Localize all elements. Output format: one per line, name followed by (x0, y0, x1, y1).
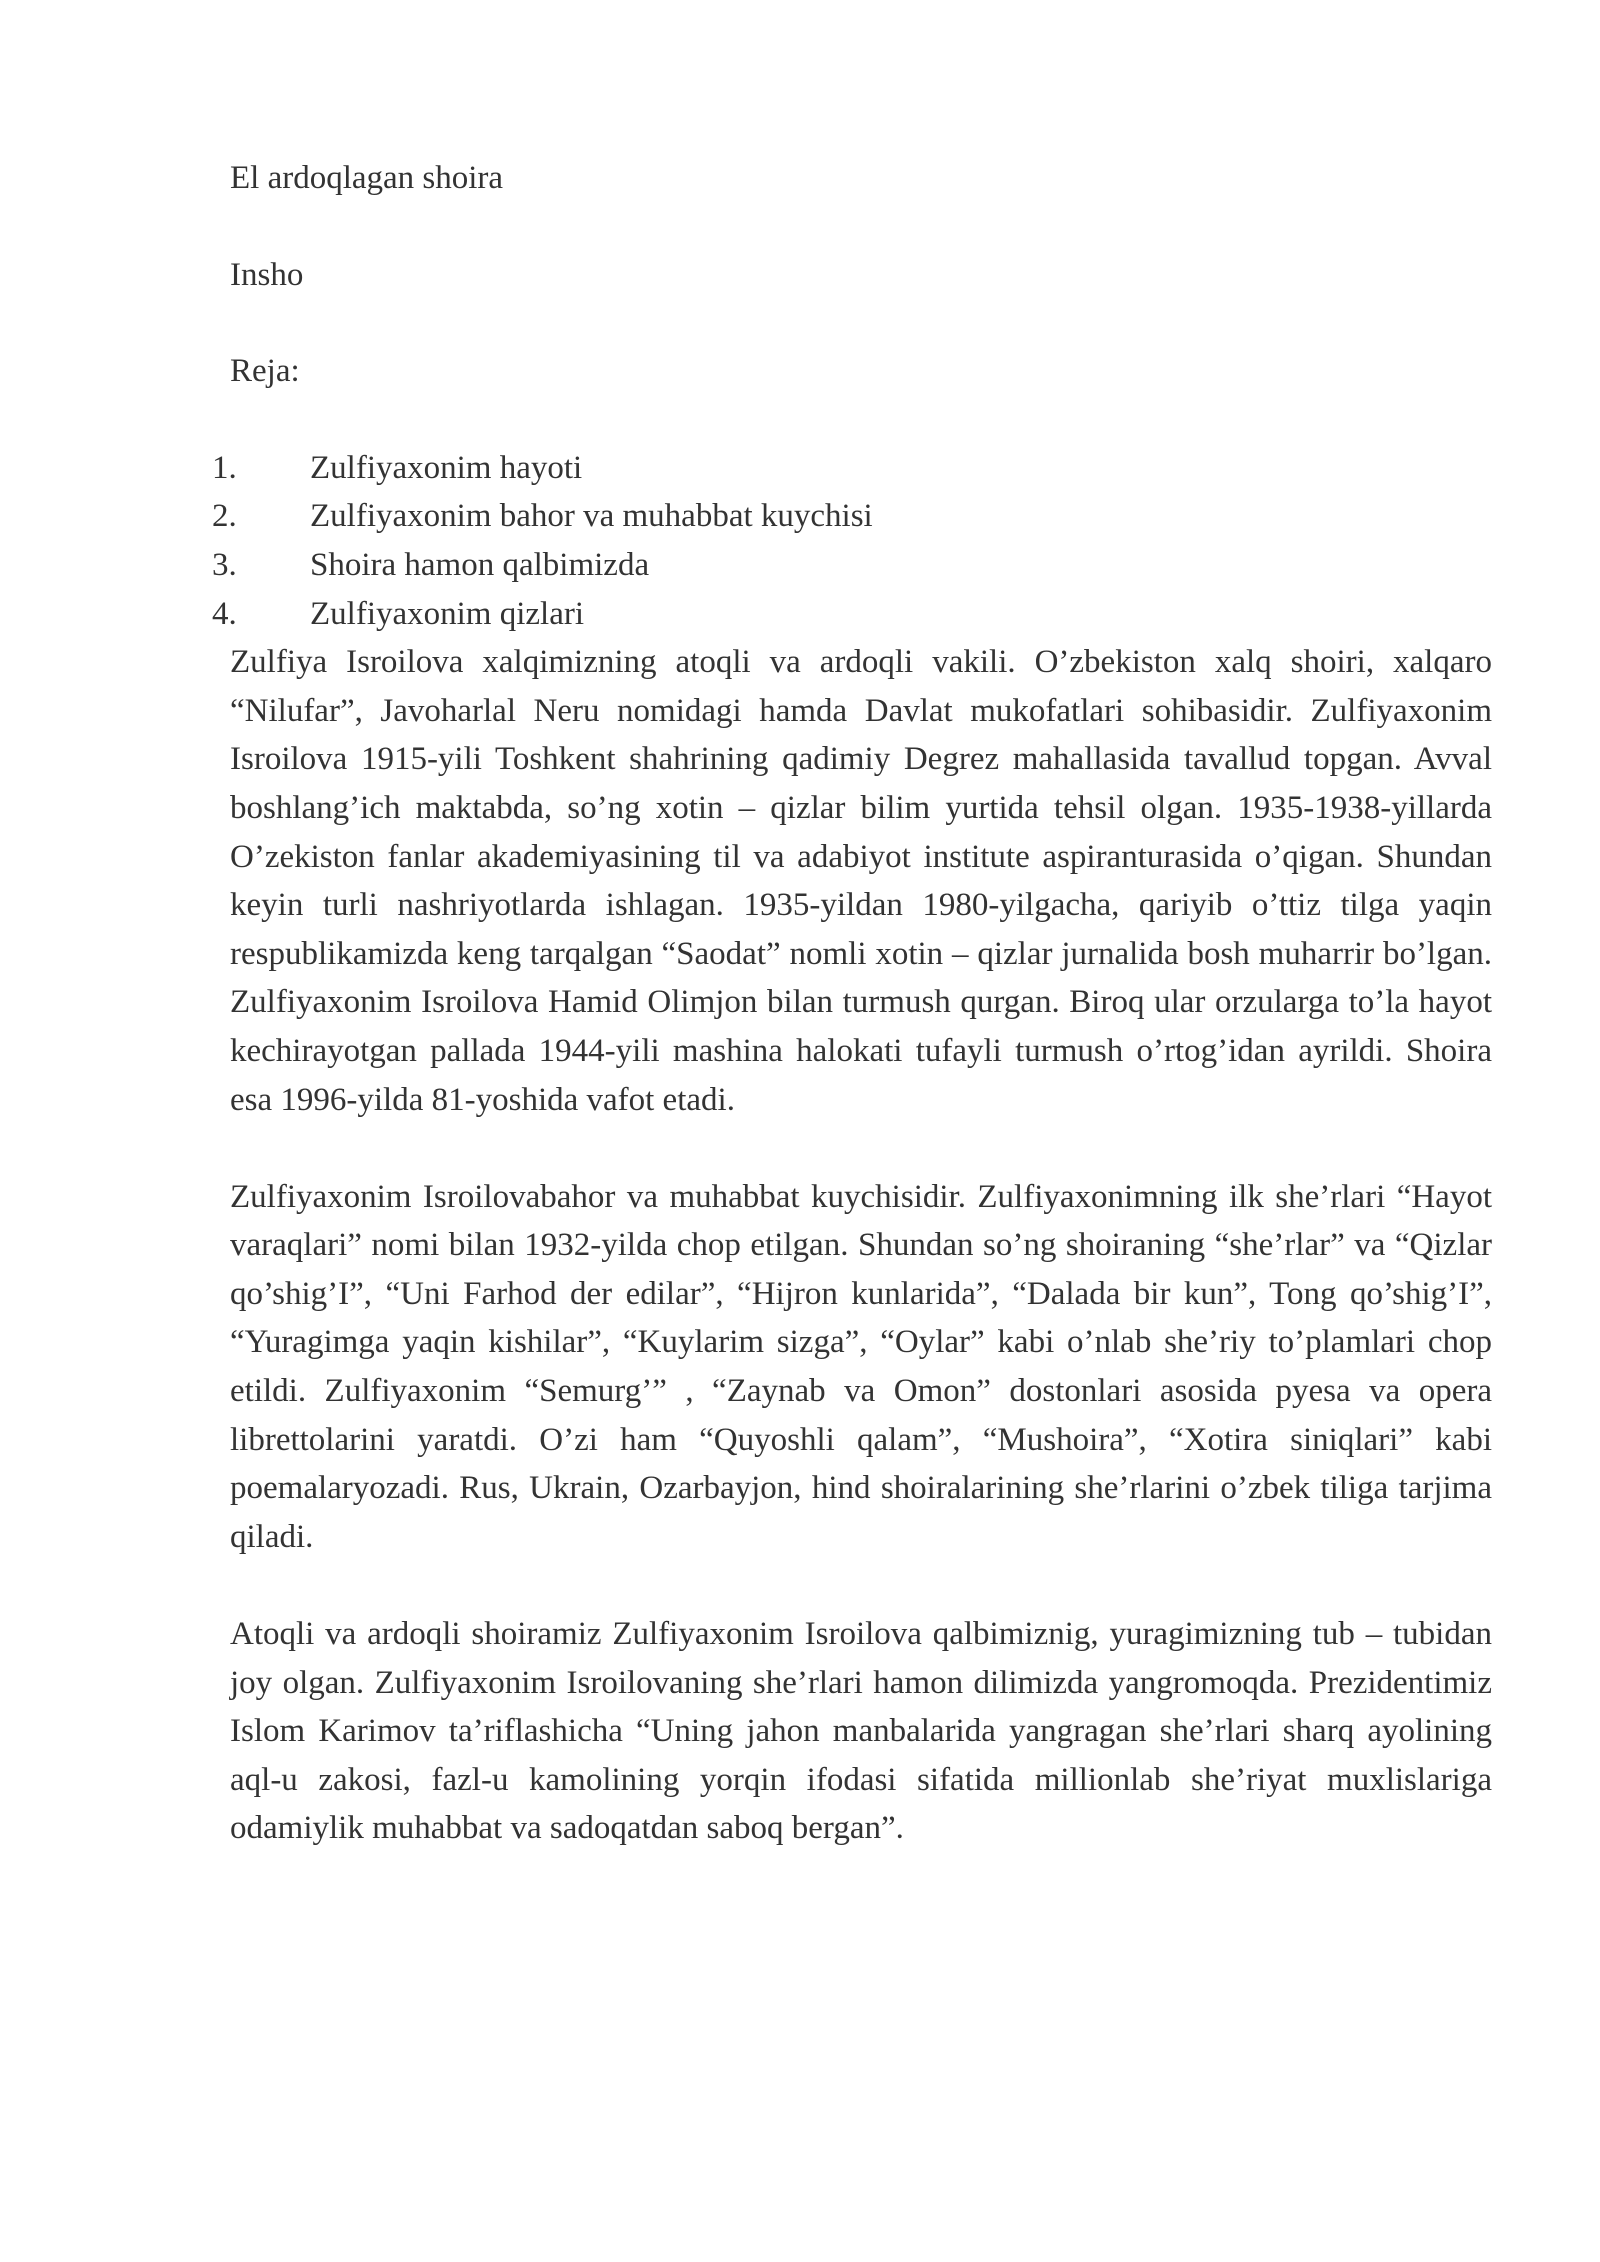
document-title: El ardoqlagan shoira (230, 160, 504, 196)
plan-item-number: 3. (212, 546, 237, 583)
plan-item (212, 590, 1474, 639)
document-page (212, 154, 1492, 1902)
plan-heading: Reja: (230, 353, 300, 390)
plan-list (212, 444, 1474, 638)
plan-item-text: Zulfiyaxonim hayoti (310, 449, 583, 486)
plan-item (212, 444, 1474, 493)
plan-item-number: 2. (212, 498, 237, 535)
plan-item-text: Shoira hamon qalbimizda (310, 546, 650, 583)
paragraph-biography: Zulfiya Isroilova xalqimizning atoqli va ardoqli vakili. O’zbekiston xalq shoiri, xalqaro “Nilufar”, Javoharlal Neru nomidagi hamda Davlat mukofatlari sohibasidir. Zulfiyaxonim Isroilova 1915-yili Toshkent shahrining qadimiy Degrez mahallasida tavallud topgan. Avval boshlang’ich maktabda, so’ng xotin – qizlar bilim yurtida tehsil olgan. 1935-1938-yillarda O’zekiston fanlar akademiyasining til va adabiyot institute aspiranturasida o’qigan. Shundan keyin turli nashriyotlarda ishlagan. 1935-yildan 1980-yilgacha, qariyib o’ttiz tilga yaqin respublikamizda keng tarqalgan “Saodat” nomli xotin – qizlar jurnalida bosh muharrir bo’lgan. Zulfiyaxonim Isroilova Hamid Olimjon bilan turmush qurgan. Biroq ular orzularga to’la hayot kechirayotgan pallada 1944-yili mashina halokati tufayli turmush o’rtog’idan ayrildi. Shoira esa 1996-yilda 81-yoshida vafot etadi. (230, 644, 1492, 1118)
document-subtitle: Insho (230, 256, 304, 293)
paragraph-works: Zulfiyaxonim Isroilovabahor va muhabbat kuychisidir. Zulfiyaxonimning ilk she’rlari “Hayot varaqlari” nomi bilan 1932-yilda chop etilgan. Shundan so’ng shoiraning “she’rlar” va “Qizlar qo’shig’I”, “Uni Farhod der edilar”, “Hijron kunlarida”, “Dalada bir kun”, Tong qo’shig’I”, “Yuragimga yaqin kishilar”, “Kuylarim sizga”, “Oylar” kabi o’nlab she’riy to’plamlari chop etildi. Zulfiyaxonim “Semurg’” , “Zaynab va Omon” dostonlari asosida pyesa va opera librettolarini yaratdi. O’zi ham “Quyoshli qalam”, “Mushoira”, “Xotira siniqlari” kabi poemalaryozadi. Rus, Ukrain, Ozarbayjon, hind shoiralarining she’rlarini o’zbek tiliga tarjima qiladi. (230, 1178, 1492, 1555)
plan-item-text: Zulfiyaxonim qizlari (310, 595, 585, 632)
paragraph-legacy: Atoqli va ardoqli shoiramiz Zulfiyaxonim Isroilova qalbimiznig, yuragimizning tub – tubidan joy olgan. Zulfiyaxonim Isroilovaning she’rlari hamon dilimizda yangromoqda. Prezidentimiz Islom Karimov ta’riflashicha “Uning jahon manbalarida yangragan she’rlari sharq ayolining aql-u zakosi, fazl-u kamolining yorqin ifodasi sifatida millionlab she’riyat muxlislariga odamiylik muhabbat va sadoqatdan saboq bergan”. (230, 1616, 1492, 1847)
plan-item-number: 1. (212, 449, 237, 486)
plan-item-text: Zulfiyaxonim bahor va muhabbat kuychisi (310, 498, 873, 535)
plan-item (212, 541, 1474, 590)
plan-item-number: 4. (212, 595, 237, 632)
plan-item (212, 492, 1474, 541)
